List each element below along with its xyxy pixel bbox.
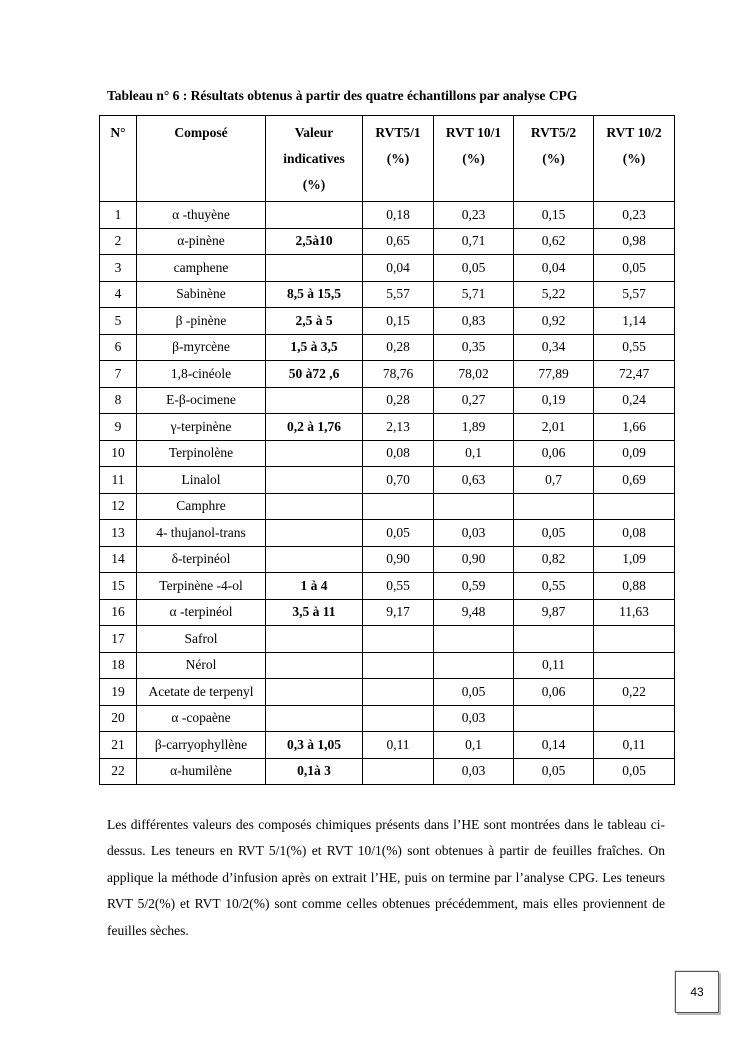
- column-header-line: RVT 10/1: [445, 125, 502, 140]
- table-cell: 78,02: [434, 361, 514, 388]
- table-cell: 0,1à 3: [266, 758, 363, 785]
- table-cell: 0,09: [594, 440, 675, 467]
- table-cell: 10: [100, 440, 137, 467]
- table-cell: [266, 679, 363, 706]
- table-cell: 0,11: [514, 652, 594, 679]
- table-row: [100, 414, 675, 441]
- table-cell: 13: [100, 520, 137, 547]
- table-cell: 1,8-cinéole: [137, 361, 266, 388]
- table-cell: 1,09: [594, 546, 675, 573]
- table-cell: δ-terpinéol: [137, 546, 266, 573]
- column-header: [363, 116, 434, 202]
- table-cell: 0,05: [434, 255, 514, 282]
- table-cell: γ-terpinène: [137, 414, 266, 441]
- table-cell: 0,69: [594, 467, 675, 494]
- table-cell: Terpinène -4-ol: [137, 573, 266, 600]
- table-cell: 0,59: [434, 573, 514, 600]
- table-cell: 0,28: [363, 334, 434, 361]
- table-cell: [363, 758, 434, 785]
- table-cell: 0,15: [514, 202, 594, 229]
- table-row: [100, 281, 675, 308]
- table-cell: 18: [100, 652, 137, 679]
- table-cell: 0,88: [594, 573, 675, 600]
- table-cell: 0,70: [363, 467, 434, 494]
- table-row: [100, 493, 675, 520]
- table-cell: camphene: [137, 255, 266, 282]
- table-row: [100, 599, 675, 626]
- table-cell: α -copaène: [137, 705, 266, 732]
- table-cell: 0,11: [594, 732, 675, 759]
- table-cell: β-myrcène: [137, 334, 266, 361]
- table-cell: 15: [100, 573, 137, 600]
- table-cell: 9,17: [363, 599, 434, 626]
- table-cell: 78,76: [363, 361, 434, 388]
- table-row: [100, 308, 675, 335]
- table-body: [100, 202, 675, 785]
- table-cell: 0,19: [514, 387, 594, 414]
- table-cell: 7: [100, 361, 137, 388]
- table-cell: 4: [100, 281, 137, 308]
- table-cell: [514, 705, 594, 732]
- table-cell: 0,90: [363, 546, 434, 573]
- table-cell: 0,55: [514, 573, 594, 600]
- table-cell: [594, 652, 675, 679]
- page-number: 43: [675, 971, 719, 1013]
- table-cell: 5: [100, 308, 137, 335]
- table-cell: 0,3 à 1,05: [266, 732, 363, 759]
- column-header-line: (%): [542, 151, 565, 166]
- table-cell: 0,1: [434, 440, 514, 467]
- table-cell: 8: [100, 387, 137, 414]
- table-cell: 1: [100, 202, 137, 229]
- table-cell: 0,11: [363, 732, 434, 759]
- table-row: [100, 440, 675, 467]
- table-cell: 0,1: [434, 732, 514, 759]
- table-cell: [434, 626, 514, 653]
- table-cell: [266, 493, 363, 520]
- table-cell: [514, 626, 594, 653]
- column-header: [137, 116, 266, 202]
- table-cell: 22: [100, 758, 137, 785]
- table-cell: 11: [100, 467, 137, 494]
- table-cell: 0,05: [594, 758, 675, 785]
- table-cell: 50 à72 ,6: [266, 361, 363, 388]
- table-cell: Safrol: [137, 626, 266, 653]
- table-cell: 1,5 à 3,5: [266, 334, 363, 361]
- table-cell: 2,5à10: [266, 228, 363, 255]
- table-cell: 19: [100, 679, 137, 706]
- column-header-line: (%): [462, 151, 485, 166]
- table-cell: 1 à 4: [266, 573, 363, 600]
- table-cell: 0,27: [434, 387, 514, 414]
- table-cell: [363, 652, 434, 679]
- column-header-line: RVT5/2: [530, 125, 577, 140]
- table-cell: 0,08: [594, 520, 675, 547]
- table-cell: [363, 705, 434, 732]
- table-cell: 0,15: [363, 308, 434, 335]
- table-cell: 0,7: [514, 467, 594, 494]
- table-row: [100, 679, 675, 706]
- table-cell: Linalol: [137, 467, 266, 494]
- table-cell: [266, 467, 363, 494]
- table-cell: 16: [100, 599, 137, 626]
- table-cell: 9: [100, 414, 137, 441]
- table-cell: 17: [100, 626, 137, 653]
- table-cell: 0,06: [514, 440, 594, 467]
- table-cell: [266, 440, 363, 467]
- table-cell: 21: [100, 732, 137, 759]
- table-cell: [266, 202, 363, 229]
- table-row: [100, 334, 675, 361]
- table-cell: 0,55: [594, 334, 675, 361]
- table-cell: 0,55: [363, 573, 434, 600]
- table-row: [100, 758, 675, 785]
- column-header-line: RVT 10/2: [606, 125, 662, 140]
- table-cell: 0,23: [434, 202, 514, 229]
- table-cell: Nérol: [137, 652, 266, 679]
- table-cell: 77,89: [514, 361, 594, 388]
- table-cell: [266, 652, 363, 679]
- table-cell: 0,04: [514, 255, 594, 282]
- table-cell: 8,5 à 15,5: [266, 281, 363, 308]
- table-cell: α -thuyène: [137, 202, 266, 229]
- table-cell: 0,03: [434, 758, 514, 785]
- table-cell: α -terpinéol: [137, 599, 266, 626]
- table-cell: 6: [100, 334, 137, 361]
- table-row: [100, 705, 675, 732]
- table-row: [100, 361, 675, 388]
- table-cell: 0,63: [434, 467, 514, 494]
- table-cell: 0,34: [514, 334, 594, 361]
- table-cell: Sabinène: [137, 281, 266, 308]
- column-header-line: RVT5/1: [375, 125, 421, 140]
- table-cell: 5,22: [514, 281, 594, 308]
- column-header-line: (%): [302, 177, 326, 192]
- table-cell: 2,13: [363, 414, 434, 441]
- column-header-line: (%): [386, 151, 410, 166]
- table-row: [100, 255, 675, 282]
- table-cell: β -pinène: [137, 308, 266, 335]
- table-row: [100, 202, 675, 229]
- column-header: [434, 116, 514, 202]
- table-cell: [434, 652, 514, 679]
- table-cell: 4- thujanol-trans: [137, 520, 266, 547]
- table-cell: 2: [100, 228, 137, 255]
- table-cell: 0,65: [363, 228, 434, 255]
- table-cell: 11,63: [594, 599, 675, 626]
- table-cell: 0,90: [434, 546, 514, 573]
- column-header: [266, 116, 363, 202]
- table-cell: 1,14: [594, 308, 675, 335]
- column-header: [594, 116, 675, 202]
- table-cell: [434, 493, 514, 520]
- table-cell: β-carryophyllène: [137, 732, 266, 759]
- table-cell: 0,06: [514, 679, 594, 706]
- results-table: [99, 115, 675, 785]
- table-cell: 9,87: [514, 599, 594, 626]
- table-cell: 12: [100, 493, 137, 520]
- table-cell: 0,28: [363, 387, 434, 414]
- table-row: [100, 228, 675, 255]
- table-cell: 0,08: [363, 440, 434, 467]
- table-cell: [266, 387, 363, 414]
- table-header-row: [100, 116, 675, 202]
- table-cell: 2,01: [514, 414, 594, 441]
- column-header-line: (%): [622, 151, 646, 166]
- table-cell: [363, 493, 434, 520]
- table-cell: [266, 705, 363, 732]
- table-cell: 0,62: [514, 228, 594, 255]
- description-paragraph: Les différentes valeurs des composés chimiques présents dans l’HE sont montrées dans le tableau ci-dessus. Les teneurs en RVT 5/1(%) et RVT 10/1(%) sont obtenues à partir de feuilles fraîches. On applique la méthode d’infusion après on extrait l’HE, puis on termine par l’analyse CPG. Les teneurs RVT 5/2(%) et RVT 10/2(%) sont comme celles obtenues précédemment, mais elles proviennent de feuilles sèches.: [107, 817, 665, 938]
- table-cell: 0,05: [434, 679, 514, 706]
- column-header-line: N°: [110, 125, 126, 140]
- table-cell: 0,03: [434, 520, 514, 547]
- column-header-line: Composé: [174, 125, 228, 140]
- table-cell: 0,82: [514, 546, 594, 573]
- table-cell: 0,03: [434, 705, 514, 732]
- table-row: [100, 520, 675, 547]
- table-cell: 0,24: [594, 387, 675, 414]
- table-cell: 0,83: [434, 308, 514, 335]
- table-cell: 3,5 à 11: [266, 599, 363, 626]
- column-header: [514, 116, 594, 202]
- table-cell: [266, 546, 363, 573]
- table-cell: α-humilène: [137, 758, 266, 785]
- table-cell: 0,14: [514, 732, 594, 759]
- table-cell: 0,05: [363, 520, 434, 547]
- table-cell: 0,2 à 1,76: [266, 414, 363, 441]
- table-cell: 1,89: [434, 414, 514, 441]
- table-cell: 5,57: [594, 281, 675, 308]
- column-header-line: Valeur: [294, 125, 334, 140]
- table-cell: 0,05: [514, 758, 594, 785]
- table-row: [100, 387, 675, 414]
- table-cell: E-β-ocimene: [137, 387, 266, 414]
- table-cell: 0,98: [594, 228, 675, 255]
- table-row: [100, 467, 675, 494]
- table-caption: Tableau n° 6 : Résultats obtenus à partir des quatre échantillons par analyse CPG: [107, 88, 578, 103]
- table-cell: [514, 493, 594, 520]
- table-cell: 0,04: [363, 255, 434, 282]
- table-cell: Terpinolène: [137, 440, 266, 467]
- table-row: [100, 626, 675, 653]
- table-cell: 0,22: [594, 679, 675, 706]
- table-cell: Acetate de terpenyl: [137, 679, 266, 706]
- table-cell: α-pinène: [137, 228, 266, 255]
- table-cell: [363, 626, 434, 653]
- table-cell: 5,71: [434, 281, 514, 308]
- table-cell: [594, 493, 675, 520]
- table-row: [100, 652, 675, 679]
- table-cell: 14: [100, 546, 137, 573]
- table-row: [100, 573, 675, 600]
- table-cell: 0,05: [594, 255, 675, 282]
- table-cell: 72,47: [594, 361, 675, 388]
- table-cell: 0,71: [434, 228, 514, 255]
- table-cell: [266, 520, 363, 547]
- table-cell: 1,66: [594, 414, 675, 441]
- table-cell: [266, 255, 363, 282]
- table-row: [100, 732, 675, 759]
- table-row: [100, 546, 675, 573]
- table-cell: [266, 626, 363, 653]
- table-cell: 0,05: [514, 520, 594, 547]
- table-cell: [363, 679, 434, 706]
- table-cell: 5,57: [363, 281, 434, 308]
- table-cell: 0,35: [434, 334, 514, 361]
- table-cell: 9,48: [434, 599, 514, 626]
- table-cell: Camphre: [137, 493, 266, 520]
- table-cell: 0,23: [594, 202, 675, 229]
- table-cell: [594, 626, 675, 653]
- column-header-line: indicatives: [283, 151, 345, 166]
- column-header: [100, 116, 137, 202]
- table-cell: 0,18: [363, 202, 434, 229]
- table-cell: 20: [100, 705, 137, 732]
- table-cell: 2,5 à 5: [266, 308, 363, 335]
- table-cell: 0,92: [514, 308, 594, 335]
- table-cell: 3: [100, 255, 137, 282]
- table-cell: [594, 705, 675, 732]
